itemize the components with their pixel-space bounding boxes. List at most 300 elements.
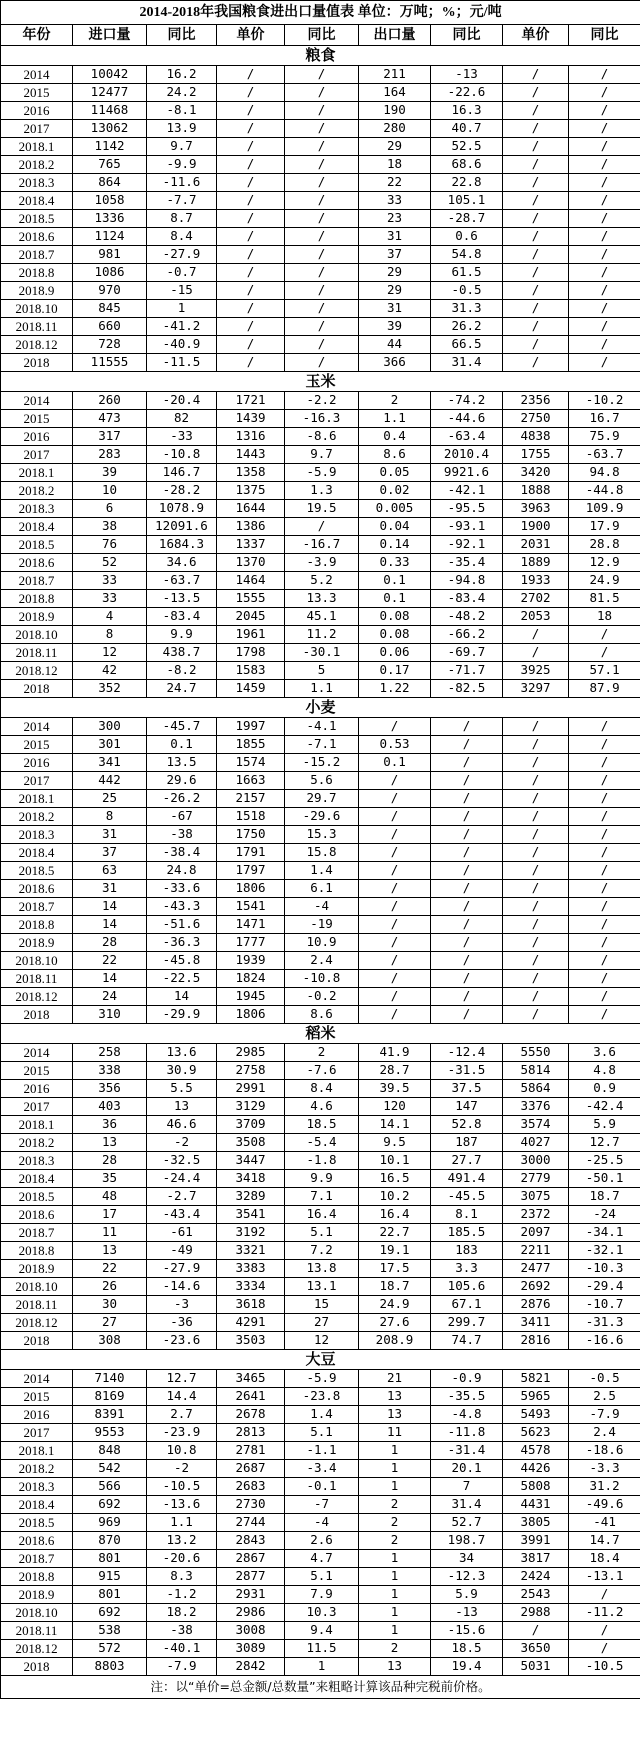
cell-import-unit-price: 3418 — [217, 1170, 285, 1188]
cell-export-unit-price: 3000 — [503, 1152, 569, 1170]
cell-export-volume: 41.9 — [359, 1044, 431, 1062]
table-row — [1, 210, 640, 228]
cell-export-volume: / — [359, 916, 431, 934]
table-row — [1, 680, 640, 698]
cell-export-yoy: -71.7 — [431, 662, 503, 680]
cell-export-yoy: 52.8 — [431, 1116, 503, 1134]
cell-import-volume: 11 — [73, 1224, 147, 1242]
cell-import-price-yoy: / — [285, 518, 359, 536]
cell-import-volume: 258 — [73, 1044, 147, 1062]
cell-year: 2018.8 — [1, 1568, 73, 1586]
cell-export-volume: 1 — [359, 1478, 431, 1496]
cell-import-yoy: -8.1 — [147, 102, 217, 120]
cell-import-yoy: -36 — [147, 1314, 217, 1332]
cell-year: 2018.7 — [1, 246, 73, 264]
cell-export-yoy: / — [431, 934, 503, 952]
table-row — [1, 772, 640, 790]
cell-import-yoy: -7.7 — [147, 192, 217, 210]
cell-import-price-yoy: 10.3 — [285, 1604, 359, 1622]
table-row — [1, 1152, 640, 1170]
cell-import-price-yoy: 19.5 — [285, 500, 359, 518]
cell-import-unit-price: 1997 — [217, 718, 285, 736]
cell-import-yoy: 24.7 — [147, 680, 217, 698]
cell-import-volume: 845 — [73, 300, 147, 318]
cell-import-price-yoy: -1.8 — [285, 1152, 359, 1170]
cell-export-yoy: -11.8 — [431, 1424, 503, 1442]
cell-import-yoy: -15 — [147, 282, 217, 300]
cell-year: 2018.8 — [1, 916, 73, 934]
cell-year: 2015 — [1, 736, 73, 754]
cell-export-unit-price: / — [503, 880, 569, 898]
cell-import-unit-price: 3129 — [217, 1098, 285, 1116]
cell-import-unit-price: 2730 — [217, 1496, 285, 1514]
cell-year: 2016 — [1, 1406, 73, 1424]
cell-import-price-yoy: / — [285, 156, 359, 174]
cell-export-yoy: 26.2 — [431, 318, 503, 336]
cell-year: 2018.5 — [1, 210, 73, 228]
cell-export-yoy: -74.2 — [431, 392, 503, 410]
cell-import-price-yoy: -0.2 — [285, 988, 359, 1006]
cell-import-volume: 8 — [73, 626, 147, 644]
cell-import-volume: 870 — [73, 1532, 147, 1550]
cell-export-volume: 27.6 — [359, 1314, 431, 1332]
cell-import-volume: 24 — [73, 988, 147, 1006]
cell-import-price-yoy: / — [285, 264, 359, 282]
table-row — [1, 952, 640, 970]
table-row — [1, 66, 640, 84]
cell-import-price-yoy: 5.2 — [285, 572, 359, 590]
cell-export-unit-price: 5550 — [503, 1044, 569, 1062]
cell-import-unit-price: 2842 — [217, 1658, 285, 1676]
cell-import-price-yoy: -15.2 — [285, 754, 359, 772]
cell-import-unit-price: 2157 — [217, 790, 285, 808]
cell-export-price-yoy: / — [569, 174, 640, 192]
cell-export-volume: 2 — [359, 1514, 431, 1532]
cell-import-unit-price: 1370 — [217, 554, 285, 572]
cell-export-price-yoy: -41 — [569, 1514, 640, 1532]
cell-import-yoy: 10.8 — [147, 1442, 217, 1460]
cell-export-yoy: -45.5 — [431, 1188, 503, 1206]
cell-import-yoy: -9.9 — [147, 156, 217, 174]
cell-import-unit-price: / — [217, 336, 285, 354]
cell-year: 2017 — [1, 1424, 73, 1442]
cell-import-volume: 9553 — [73, 1424, 147, 1442]
cell-import-yoy: 9.9 — [147, 626, 217, 644]
cell-import-unit-price: 1518 — [217, 808, 285, 826]
cell-import-volume: 13 — [73, 1242, 147, 1260]
table-row — [1, 1478, 640, 1496]
cell-year: 2014 — [1, 1044, 73, 1062]
cell-export-volume: 280 — [359, 120, 431, 138]
cell-import-yoy: -2 — [147, 1134, 217, 1152]
cell-year: 2014 — [1, 1370, 73, 1388]
cell-year: 2018.2 — [1, 482, 73, 500]
table-row — [1, 844, 640, 862]
cell-export-volume: 0.53 — [359, 736, 431, 754]
cell-import-unit-price: 3503 — [217, 1332, 285, 1350]
cell-export-volume: 21 — [359, 1370, 431, 1388]
header-year: 年份 — [1, 25, 73, 46]
cell-export-unit-price: 3297 — [503, 680, 569, 698]
cell-import-volume: 1336 — [73, 210, 147, 228]
cell-import-price-yoy: 15.8 — [285, 844, 359, 862]
cell-export-volume: 19.1 — [359, 1242, 431, 1260]
cell-export-price-yoy: -34.1 — [569, 1224, 640, 1242]
table-row — [1, 84, 640, 102]
cell-export-yoy: 183 — [431, 1242, 503, 1260]
cell-export-unit-price: / — [503, 84, 569, 102]
cell-export-yoy: 299.7 — [431, 1314, 503, 1332]
table-row — [1, 300, 640, 318]
cell-year: 2017 — [1, 120, 73, 138]
cell-export-volume: 13 — [359, 1388, 431, 1406]
cell-import-unit-price: 1337 — [217, 536, 285, 554]
cell-export-yoy: 67.1 — [431, 1296, 503, 1314]
cell-import-volume: 36 — [73, 1116, 147, 1134]
section-header-row — [1, 1024, 640, 1044]
cell-import-yoy: 1078.9 — [147, 500, 217, 518]
cell-export-unit-price: 3925 — [503, 662, 569, 680]
cell-export-volume: 33 — [359, 192, 431, 210]
cell-import-yoy: 438.7 — [147, 644, 217, 662]
cell-import-price-yoy: -0.1 — [285, 1478, 359, 1496]
cell-year: 2018.12 — [1, 336, 73, 354]
cell-import-price-yoy: 5 — [285, 662, 359, 680]
cell-year: 2018.3 — [1, 500, 73, 518]
cell-year: 2018.1 — [1, 790, 73, 808]
table-row — [1, 1586, 640, 1604]
cell-export-volume: 1 — [359, 1460, 431, 1478]
cell-year: 2018.11 — [1, 1622, 73, 1640]
cell-import-volume: 338 — [73, 1062, 147, 1080]
cell-import-unit-price: 2867 — [217, 1550, 285, 1568]
cell-import-yoy: -40.9 — [147, 336, 217, 354]
cell-import-yoy: -43.3 — [147, 898, 217, 916]
cell-year: 2015 — [1, 410, 73, 428]
table-row — [1, 1062, 640, 1080]
cell-import-price-yoy: 15 — [285, 1296, 359, 1314]
cell-import-volume: 35 — [73, 1170, 147, 1188]
cell-import-volume: 1058 — [73, 192, 147, 210]
cell-export-unit-price: 3075 — [503, 1188, 569, 1206]
table-row — [1, 1080, 640, 1098]
cell-export-volume: 366 — [359, 354, 431, 372]
cell-export-unit-price: / — [503, 934, 569, 952]
cell-year: 2018.6 — [1, 880, 73, 898]
cell-export-volume: / — [359, 934, 431, 952]
cell-export-yoy: / — [431, 970, 503, 988]
cell-export-volume: 2 — [359, 392, 431, 410]
cell-year: 2018 — [1, 1006, 73, 1024]
cell-import-yoy: -51.6 — [147, 916, 217, 934]
table-row — [1, 1388, 640, 1406]
cell-import-volume: 1086 — [73, 264, 147, 282]
cell-import-unit-price: 2758 — [217, 1062, 285, 1080]
cell-export-yoy: 54.8 — [431, 246, 503, 264]
table-row — [1, 518, 640, 536]
cell-year: 2018.6 — [1, 228, 73, 246]
cell-export-volume: 16.5 — [359, 1170, 431, 1188]
cell-export-price-yoy: / — [569, 318, 640, 336]
cell-export-unit-price: / — [503, 66, 569, 84]
table-row — [1, 1188, 640, 1206]
cell-import-price-yoy: / — [285, 138, 359, 156]
table-row — [1, 1514, 640, 1532]
cell-import-yoy: 46.6 — [147, 1116, 217, 1134]
cell-export-price-yoy: / — [569, 210, 640, 228]
cell-export-price-yoy: 109.9 — [569, 500, 640, 518]
cell-export-yoy: / — [431, 772, 503, 790]
cell-import-volume: 341 — [73, 754, 147, 772]
cell-export-volume: 0.1 — [359, 754, 431, 772]
cell-export-price-yoy: -16.6 — [569, 1332, 640, 1350]
cell-import-price-yoy: -1.1 — [285, 1442, 359, 1460]
section-title: 小麦 — [1, 698, 640, 718]
cell-export-unit-price: / — [503, 952, 569, 970]
cell-export-yoy: -13 — [431, 1604, 503, 1622]
table-row — [1, 446, 640, 464]
cell-export-unit-price: / — [503, 336, 569, 354]
cell-import-unit-price: / — [217, 318, 285, 336]
table-row — [1, 1442, 640, 1460]
cell-year: 2015 — [1, 84, 73, 102]
cell-year: 2018.10 — [1, 300, 73, 318]
section-header-row — [1, 698, 640, 718]
cell-export-price-yoy: 75.9 — [569, 428, 640, 446]
cell-export-price-yoy: -10.7 — [569, 1296, 640, 1314]
cell-export-yoy: 9921.6 — [431, 464, 503, 482]
cell-export-unit-price: / — [503, 246, 569, 264]
cell-export-yoy: -28.7 — [431, 210, 503, 228]
cell-export-unit-price: / — [503, 264, 569, 282]
cell-import-unit-price: 2678 — [217, 1406, 285, 1424]
cell-import-volume: 8391 — [73, 1406, 147, 1424]
cell-export-price-yoy: 12.7 — [569, 1134, 640, 1152]
cell-export-price-yoy: 3.6 — [569, 1044, 640, 1062]
cell-import-yoy: 14 — [147, 988, 217, 1006]
cell-export-yoy: 31.3 — [431, 300, 503, 318]
cell-import-yoy: 13.9 — [147, 120, 217, 138]
cell-import-yoy: 34.6 — [147, 554, 217, 572]
cell-export-price-yoy: / — [569, 772, 640, 790]
cell-export-volume: 1 — [359, 1604, 431, 1622]
cell-export-price-yoy: -24 — [569, 1206, 640, 1224]
cell-import-yoy: -7.9 — [147, 1658, 217, 1676]
cell-import-price-yoy: 16.4 — [285, 1206, 359, 1224]
cell-import-price-yoy: 1.1 — [285, 680, 359, 698]
cell-import-yoy: 14.4 — [147, 1388, 217, 1406]
cell-year: 2018.9 — [1, 608, 73, 626]
cell-export-volume: 0.06 — [359, 644, 431, 662]
cell-import-price-yoy: -5.4 — [285, 1134, 359, 1152]
cell-export-volume: / — [359, 952, 431, 970]
cell-import-yoy: 24.2 — [147, 84, 217, 102]
cell-export-volume: 0.08 — [359, 626, 431, 644]
cell-export-price-yoy: -3.3 — [569, 1460, 640, 1478]
table-title-row — [1, 1, 640, 25]
cell-import-unit-price: 1358 — [217, 464, 285, 482]
cell-import-volume: 8803 — [73, 1658, 147, 1676]
cell-export-volume: 1.1 — [359, 410, 431, 428]
table-row — [1, 1170, 640, 1188]
cell-export-yoy: -42.1 — [431, 482, 503, 500]
cell-import-price-yoy: / — [285, 354, 359, 372]
cell-export-unit-price: 4431 — [503, 1496, 569, 1514]
table-row — [1, 1006, 640, 1024]
cell-import-unit-price: 1459 — [217, 680, 285, 698]
cell-import-price-yoy: 29.7 — [285, 790, 359, 808]
cell-export-price-yoy: -31.3 — [569, 1314, 640, 1332]
cell-export-volume: 1 — [359, 1622, 431, 1640]
cell-import-volume: 14 — [73, 898, 147, 916]
cell-export-yoy: / — [431, 898, 503, 916]
cell-import-unit-price: 1663 — [217, 772, 285, 790]
cell-year: 2018.3 — [1, 1478, 73, 1496]
cell-year: 2018.4 — [1, 192, 73, 210]
cell-export-yoy: -82.5 — [431, 680, 503, 698]
cell-export-yoy: 5.9 — [431, 1586, 503, 1604]
cell-import-unit-price: 4291 — [217, 1314, 285, 1332]
cell-import-volume: 39 — [73, 464, 147, 482]
cell-export-yoy: 491.4 — [431, 1170, 503, 1188]
cell-import-yoy: -2 — [147, 1460, 217, 1478]
cell-year: 2018.2 — [1, 808, 73, 826]
cell-import-price-yoy: 27 — [285, 1314, 359, 1332]
cell-import-unit-price: 1855 — [217, 736, 285, 754]
cell-import-price-yoy: -2.2 — [285, 392, 359, 410]
cell-export-volume: 22 — [359, 174, 431, 192]
cell-import-volume: 63 — [73, 862, 147, 880]
table-title: 2014-2018年我国粮食进出口量值表 单位：万吨；%；元/吨 — [1, 1, 640, 25]
cell-import-unit-price: / — [217, 156, 285, 174]
table-row — [1, 464, 640, 482]
cell-import-unit-price: 3334 — [217, 1278, 285, 1296]
cell-export-volume: 190 — [359, 102, 431, 120]
cell-import-yoy: 0.1 — [147, 736, 217, 754]
cell-import-unit-price: 1583 — [217, 662, 285, 680]
cell-export-volume: 14.1 — [359, 1116, 431, 1134]
cell-import-unit-price: 2877 — [217, 1568, 285, 1586]
cell-export-unit-price: 2097 — [503, 1224, 569, 1242]
cell-export-unit-price: 3805 — [503, 1514, 569, 1532]
table-row — [1, 608, 640, 626]
cell-import-volume: 33 — [73, 590, 147, 608]
cell-export-volume: 13 — [359, 1658, 431, 1676]
cell-year: 2018 — [1, 1332, 73, 1350]
cell-import-volume: 981 — [73, 246, 147, 264]
cell-export-volume: 23 — [359, 210, 431, 228]
cell-export-unit-price: / — [503, 772, 569, 790]
cell-export-volume: 211 — [359, 66, 431, 84]
cell-import-volume: 7140 — [73, 1370, 147, 1388]
cell-import-unit-price: / — [217, 354, 285, 372]
table-row — [1, 754, 640, 772]
cell-import-unit-price: 1644 — [217, 500, 285, 518]
table-row — [1, 536, 640, 554]
cell-export-price-yoy: -32.1 — [569, 1242, 640, 1260]
cell-export-unit-price: 1755 — [503, 446, 569, 464]
cell-import-price-yoy: / — [285, 318, 359, 336]
cell-import-yoy: -23.9 — [147, 1424, 217, 1442]
cell-export-yoy: -66.2 — [431, 626, 503, 644]
table-row — [1, 228, 640, 246]
table-row — [1, 1314, 640, 1332]
cell-import-price-yoy: / — [285, 300, 359, 318]
cell-year: 2018.3 — [1, 1152, 73, 1170]
cell-year: 2018.6 — [1, 1206, 73, 1224]
cell-import-yoy: -29.9 — [147, 1006, 217, 1024]
cell-import-unit-price: 2045 — [217, 608, 285, 626]
table-row — [1, 572, 640, 590]
cell-import-yoy: 8.3 — [147, 1568, 217, 1586]
table-row — [1, 336, 640, 354]
cell-export-yoy: 37.5 — [431, 1080, 503, 1098]
cell-import-price-yoy: -4 — [285, 1514, 359, 1532]
cell-export-volume: 1 — [359, 1550, 431, 1568]
header-export-yoy: 同比 — [431, 25, 503, 46]
cell-export-unit-price: 3991 — [503, 1532, 569, 1550]
table-row — [1, 246, 640, 264]
cell-export-yoy: 31.4 — [431, 1496, 503, 1514]
cell-export-unit-price: 1888 — [503, 482, 569, 500]
cell-import-volume: 28 — [73, 934, 147, 952]
cell-import-yoy: -61 — [147, 1224, 217, 1242]
cell-import-unit-price: 2813 — [217, 1424, 285, 1442]
cell-year: 2018 — [1, 1658, 73, 1676]
cell-export-price-yoy: 2.5 — [569, 1388, 640, 1406]
cell-export-volume: 31 — [359, 300, 431, 318]
cell-export-price-yoy: 5.9 — [569, 1116, 640, 1134]
cell-export-yoy: 198.7 — [431, 1532, 503, 1550]
cell-import-price-yoy: / — [285, 192, 359, 210]
cell-export-price-yoy: 4.8 — [569, 1062, 640, 1080]
cell-export-volume: 0.1 — [359, 572, 431, 590]
table-row — [1, 482, 640, 500]
cell-export-unit-price: 3411 — [503, 1314, 569, 1332]
cell-import-unit-price: / — [217, 210, 285, 228]
table-row — [1, 916, 640, 934]
cell-import-yoy: -38.4 — [147, 844, 217, 862]
cell-export-unit-price: 2779 — [503, 1170, 569, 1188]
cell-export-yoy: / — [431, 718, 503, 736]
cell-import-volume: 801 — [73, 1550, 147, 1568]
cell-export-price-yoy: -11.2 — [569, 1604, 640, 1622]
cell-import-yoy: -2.7 — [147, 1188, 217, 1206]
cell-export-volume: 0.4 — [359, 428, 431, 446]
cell-import-volume: 260 — [73, 392, 147, 410]
cell-year: 2018.12 — [1, 1640, 73, 1658]
table-row — [1, 1406, 640, 1424]
cell-import-unit-price: 1939 — [217, 952, 285, 970]
cell-year: 2018.6 — [1, 554, 73, 572]
cell-export-price-yoy: 94.8 — [569, 464, 640, 482]
cell-import-yoy: -40.1 — [147, 1640, 217, 1658]
cell-export-volume: / — [359, 898, 431, 916]
cell-import-volume: 33 — [73, 572, 147, 590]
cell-year: 2018.10 — [1, 1278, 73, 1296]
table-row — [1, 1296, 640, 1314]
cell-export-price-yoy: 57.1 — [569, 662, 640, 680]
cell-export-volume: 0.17 — [359, 662, 431, 680]
cell-import-price-yoy: -30.1 — [285, 644, 359, 662]
cell-year: 2018.1 — [1, 1116, 73, 1134]
cell-import-price-yoy: -23.8 — [285, 1388, 359, 1406]
cell-year: 2018.12 — [1, 1314, 73, 1332]
table-row — [1, 192, 640, 210]
cell-import-unit-price: / — [217, 120, 285, 138]
cell-export-yoy: 16.3 — [431, 102, 503, 120]
cell-export-price-yoy: -10.3 — [569, 1260, 640, 1278]
